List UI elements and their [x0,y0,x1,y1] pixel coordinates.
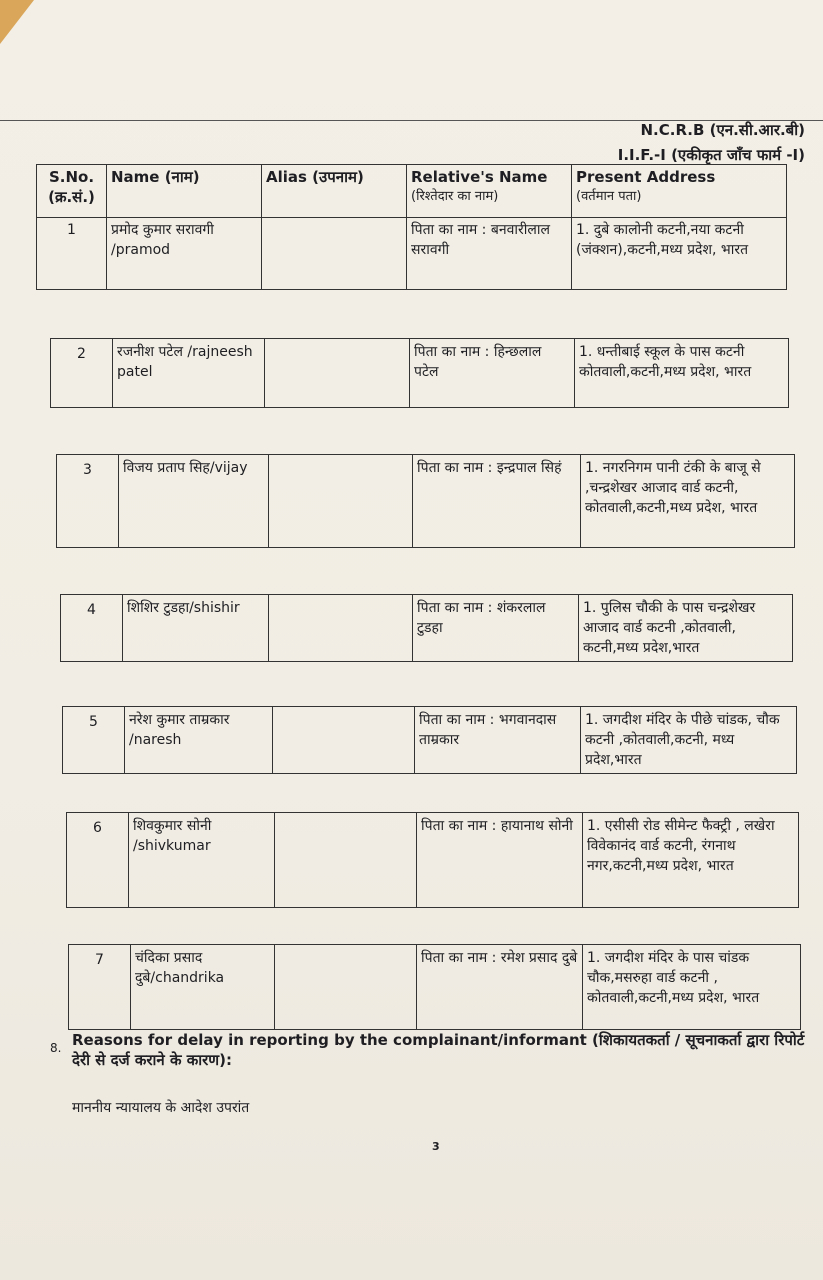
row-relative: पिता का नाम : बनवारीलाल सरावगी [407,218,572,290]
row-alias [273,707,415,774]
row-name: चंदिका प्रसाद दुबे/chandrika [131,945,275,1030]
row-address: 1. जगदीश मंदिर के पीछे चांडक, चौक कटनी ,कोतवाली,कटनी, मध्य प्रदेश,भारत [581,707,797,774]
row-address: 1. जगदीश मंदिर के पास चांडक चौक,मसरुहा वार्ड कटनी , कोतवाली,कटनी,मध्य प्रदेश, भारत [583,945,801,1030]
table-row [68,944,801,1030]
row-address: 1. पुलिस चौकी के पास चन्द्रशेखर आजाद वार्ड कटनी ,कोतवाली, कटनी,मध्य प्रदेश,भारत [579,595,793,662]
row-alias [262,218,407,290]
row-address: 1. एसीसी रोड सीमेन्ट फैक्ट्री , लखेरा विवेकानंद वार्ड कटनी, रंगनाथ नगर,कटनी,मध्य प्रदेश, भारत [583,813,799,908]
row-relative: पिता का नाम : हिन्छलाल पटेल [410,339,575,408]
col-relative-hi: (रिश्तेदार का नाम) [411,189,499,204]
row-address: 1. धन्तीबाई स्कूल के पास कटनी कोतवाली,कटनी,मध्य प्रदेश, भारत [575,339,789,408]
row-name: प्रमोद कुमार सरावगी /pramod [107,218,262,290]
row-name: रजनीश पटेल /rajneesh patel [113,339,265,408]
col-address [572,165,787,218]
col-relative-label: Relative's Name [411,168,548,186]
section-8-number: 8. [50,1041,62,1055]
row-address: 1. दुबे कालोनी कटनी,नया कटनी (जंक्शन),कटनी,मध्य प्रदेश, भारत [572,218,787,290]
row-alias [265,339,410,408]
row-alias [269,595,413,662]
form-header-ncrb: N.C.R.B (एन.सी.आर.बी) [640,121,805,139]
row-sno: 3 [57,455,119,548]
col-sno-hi: (क्र.सं.) [48,188,95,206]
col-address-hi: (वर्तमान पता) [576,189,642,204]
page-number: 3 [432,1140,440,1153]
row-address: 1. नगरनिगम पानी टंकी के बाजू से ,चन्द्रशेखर आजाद वार्ड कटनी, कोतवाली,कटनी,मध्य प्रदेश, भारत [581,455,795,548]
col-relative [407,165,572,218]
row-alias [269,455,413,548]
row-relative: पिता का नाम : शंकरलाल टुडहा [413,595,579,662]
row-relative: पिता का नाम : रमेश प्रसाद दुबे [417,945,583,1030]
row-name: शिवकुमार सोनी /shivkumar [129,813,275,908]
col-name [107,165,262,218]
row-sno: 1 [37,218,107,290]
table-row [37,218,787,290]
row-alias [275,945,417,1030]
row-sno: 6 [67,813,129,908]
row-relative: पिता का नाम : हायानाथ सोनी [417,813,583,908]
table-row [56,454,795,548]
section-8 [50,1030,810,1070]
row-sno: 4 [61,595,123,662]
row-relative: पिता का नाम : भगवानदास ताम्रकार [415,707,581,774]
col-address-label: Present Address [576,168,716,186]
row-relative: पिता का नाम : इन्द्रपाल सिहं [413,455,581,548]
row-name: नरेश कुमार ताम्रकार /naresh [125,707,273,774]
col-alias-label: Alias (उपनाम) [266,168,364,186]
section-8-question: Reasons for delay in reporting by the complainant/informant (शिकायतकर्ता / सूचनाकर्ता द्वारा रिपोर्ट देरी से दर्ज कराने के कारण): [72,1031,805,1069]
page-corner-decoration [0,0,34,44]
table-row [50,338,789,408]
col-name-label: Name (नाम) [111,168,200,186]
row-name: विजय प्रताप सिह/vijay [119,455,269,548]
col-alias [262,165,407,218]
col-sno [37,165,107,218]
row-alias [275,813,417,908]
col-sno-label: S.No. [48,168,95,186]
row-name: शिशिर टुडहा/shishir [123,595,269,662]
form-header-iif: I.I.F.-I (एकीकृत जाँच फार्म -I) [617,146,805,164]
accused-table-header [36,164,787,290]
table-row [66,812,799,908]
row-sno: 5 [63,707,125,774]
row-sno: 2 [51,339,113,408]
column-header-row [37,165,787,218]
section-8-answer: माननीय न्यायालय के आदेश उपरांत [72,1100,250,1116]
row-sno: 7 [69,945,131,1030]
table-row [60,594,793,662]
table-row [62,706,797,774]
